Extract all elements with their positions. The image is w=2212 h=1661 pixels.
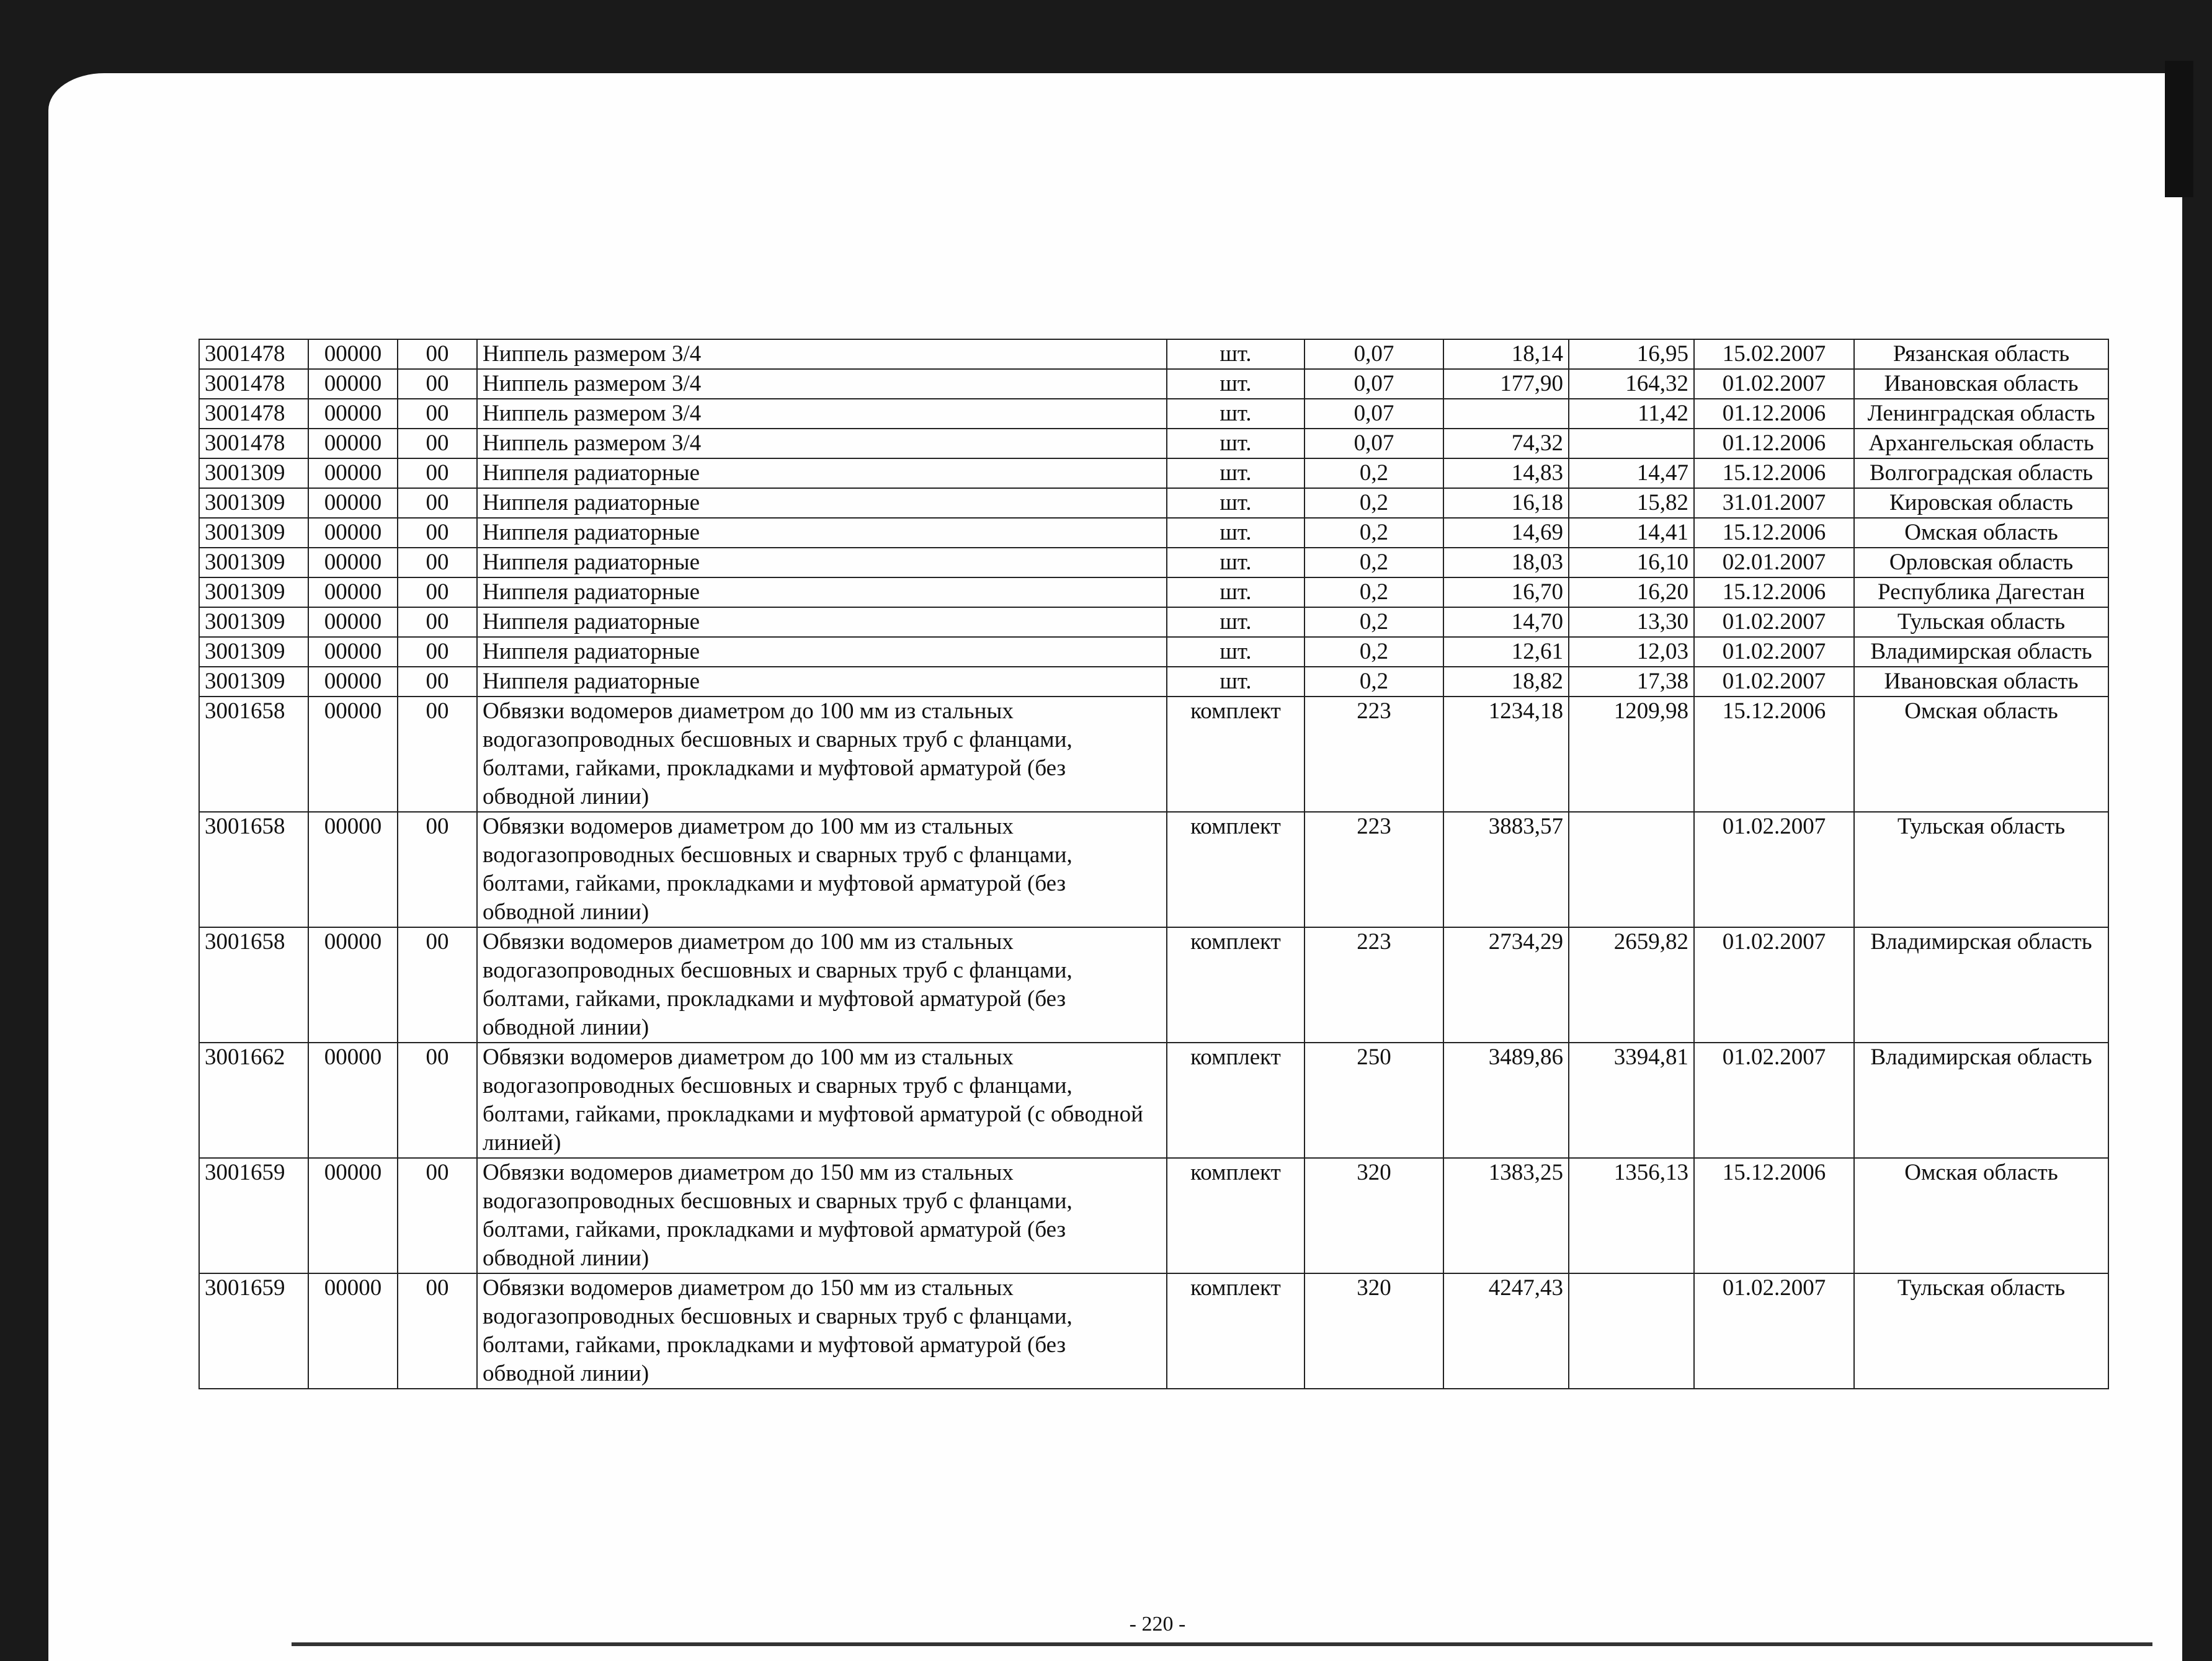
region-cell: Тульская область [1854, 1273, 2108, 1389]
code-cell: 3001309 [199, 458, 308, 488]
class-cell: 00 [398, 548, 477, 577]
name-cell: Ниппель размером 3/4 [477, 399, 1167, 429]
unit-cell: шт. [1167, 637, 1304, 667]
price2-cell: 1209,98 [1569, 697, 1694, 812]
name-cell: Ниппеля радиаторные [477, 577, 1167, 607]
date-cell: 01.02.2007 [1694, 369, 1854, 399]
price2-cell [1569, 429, 1694, 458]
date-cell: 01.02.2007 [1694, 927, 1854, 1043]
price2-cell: 14,47 [1569, 458, 1694, 488]
class-cell: 00 [398, 697, 477, 812]
price1-cell: 14,69 [1443, 518, 1569, 548]
price2-cell: 16,20 [1569, 577, 1694, 607]
unit-cell: комплект [1167, 1158, 1304, 1273]
subcode-cell: 00000 [308, 429, 398, 458]
price1-cell: 177,90 [1443, 369, 1569, 399]
code-cell: 3001658 [199, 927, 308, 1043]
table-row [199, 429, 2108, 458]
class-cell: 00 [398, 607, 477, 637]
date-cell: 02.01.2007 [1694, 548, 1854, 577]
code-cell: 3001478 [199, 339, 308, 369]
table-row [199, 399, 2108, 429]
code-cell: 3001309 [199, 548, 308, 577]
mass-cell: 0,2 [1304, 637, 1443, 667]
price2-cell [1569, 1273, 1694, 1389]
subcode-cell: 00000 [308, 1043, 398, 1158]
date-cell: 01.02.2007 [1694, 607, 1854, 637]
price1-cell: 4247,43 [1443, 1273, 1569, 1389]
mass-cell: 0,07 [1304, 399, 1443, 429]
mass-cell: 0,2 [1304, 548, 1443, 577]
code-cell: 3001658 [199, 812, 308, 927]
class-cell: 00 [398, 399, 477, 429]
date-cell: 01.02.2007 [1694, 1273, 1854, 1389]
table-row [199, 812, 2108, 927]
unit-cell: шт. [1167, 518, 1304, 548]
date-cell: 15.12.2006 [1694, 697, 1854, 812]
class-cell: 00 [398, 518, 477, 548]
table-row [199, 518, 2108, 548]
code-cell: 3001309 [199, 637, 308, 667]
name-cell: Ниппеля радиаторные [477, 548, 1167, 577]
class-cell: 00 [398, 429, 477, 458]
subcode-cell: 00000 [308, 812, 398, 927]
price1-cell: 16,70 [1443, 577, 1569, 607]
price1-cell: 74,32 [1443, 429, 1569, 458]
subcode-cell: 00000 [308, 577, 398, 607]
class-cell: 00 [398, 369, 477, 399]
price2-cell: 3394,81 [1569, 1043, 1694, 1158]
table-row [199, 548, 2108, 577]
date-cell: 01.02.2007 [1694, 1043, 1854, 1158]
class-cell: 00 [398, 927, 477, 1043]
region-cell: Архангельская область [1854, 429, 2108, 458]
unit-cell: комплект [1167, 697, 1304, 812]
region-cell: Владимирская область [1854, 637, 2108, 667]
code-cell: 3001309 [199, 607, 308, 637]
region-cell: Ленинградская область [1854, 399, 2108, 429]
mass-cell: 223 [1304, 927, 1443, 1043]
table-row [199, 1043, 2108, 1158]
price1-cell: 16,18 [1443, 488, 1569, 518]
name-cell: Обвязки водомеров диаметром до 150 мм из стальных водогазопроводных бесшовных и сварных труб с фланцами, болтами, гайками, прокладками и муфтовой арматурой (без обводной линии) [477, 1158, 1167, 1273]
unit-cell: шт. [1167, 548, 1304, 577]
unit-cell: шт. [1167, 488, 1304, 518]
region-cell: Омская область [1854, 697, 2108, 812]
price1-cell: 18,82 [1443, 667, 1569, 697]
price1-cell: 14,70 [1443, 607, 1569, 637]
table-row [199, 927, 2108, 1043]
name-cell: Обвязки водомеров диаметром до 150 мм из стальных водогазопроводных бесшовных и сварных труб с фланцами, болтами, гайками, прокладками и муфтовой арматурой (без обводной линии) [477, 1273, 1167, 1389]
table-row [199, 369, 2108, 399]
price2-cell: 164,32 [1569, 369, 1694, 399]
region-cell: Омская область [1854, 518, 2108, 548]
table-row [199, 637, 2108, 667]
date-cell: 01.02.2007 [1694, 667, 1854, 697]
page-number: - 220 - [1129, 1613, 1186, 1636]
date-cell: 31.01.2007 [1694, 488, 1854, 518]
price2-cell: 12,03 [1569, 637, 1694, 667]
name-cell: Ниппель размером 3/4 [477, 429, 1167, 458]
code-cell: 3001659 [199, 1273, 308, 1389]
unit-cell: шт. [1167, 339, 1304, 369]
code-cell: 3001309 [199, 488, 308, 518]
date-cell: 15.12.2006 [1694, 518, 1854, 548]
price2-cell: 16,95 [1569, 339, 1694, 369]
class-cell: 00 [398, 667, 477, 697]
price2-cell: 14,41 [1569, 518, 1694, 548]
code-cell: 3001309 [199, 518, 308, 548]
mass-cell: 223 [1304, 812, 1443, 927]
unit-cell: шт. [1167, 458, 1304, 488]
date-cell: 01.02.2007 [1694, 637, 1854, 667]
region-cell: Республика Дагестан [1854, 577, 2108, 607]
price1-cell: 1234,18 [1443, 697, 1569, 812]
price2-cell: 13,30 [1569, 607, 1694, 637]
name-cell: Ниппеля радиаторные [477, 488, 1167, 518]
mass-cell: 0,07 [1304, 339, 1443, 369]
table-row [199, 1158, 2108, 1273]
name-cell: Обвязки водомеров диаметром до 100 мм из стальных водогазопроводных бесшовных и сварных труб с фланцами, болтами, гайками, прокладками и муфтовой арматурой (без обводной линии) [477, 697, 1167, 812]
date-cell: 01.12.2006 [1694, 399, 1854, 429]
code-cell: 3001309 [199, 577, 308, 607]
region-cell: Рязанская область [1854, 339, 2108, 369]
table-row [199, 577, 2108, 607]
price2-cell: 16,10 [1569, 548, 1694, 577]
table-row [199, 339, 2108, 369]
unit-cell: шт. [1167, 399, 1304, 429]
name-cell: Обвязки водомеров диаметром до 100 мм из стальных водогазопроводных бесшовных и сварных труб с фланцами, болтами, гайками, прокладками и муфтовой арматурой (без обводной линии) [477, 812, 1167, 927]
date-cell: 15.02.2007 [1694, 339, 1854, 369]
unit-cell: шт. [1167, 667, 1304, 697]
class-cell: 00 [398, 339, 477, 369]
region-cell: Омская область [1854, 1158, 2108, 1273]
name-cell: Ниппеля радиаторные [477, 518, 1167, 548]
class-cell: 00 [398, 458, 477, 488]
code-cell: 3001658 [199, 697, 308, 812]
unit-cell: комплект [1167, 1043, 1304, 1158]
table-row [199, 667, 2108, 697]
class-cell: 00 [398, 637, 477, 667]
unit-cell: шт. [1167, 607, 1304, 637]
unit-cell: комплект [1167, 812, 1304, 927]
name-cell: Ниппеля радиаторные [477, 667, 1167, 697]
date-cell: 15.12.2006 [1694, 577, 1854, 607]
region-cell: Владимирская область [1854, 927, 2108, 1043]
region-cell: Тульская область [1854, 812, 2108, 927]
bottom-scan-line [292, 1642, 2152, 1646]
subcode-cell: 00000 [308, 607, 398, 637]
mass-cell: 320 [1304, 1273, 1443, 1389]
mass-cell: 0,2 [1304, 607, 1443, 637]
name-cell: Обвязки водомеров диаметром до 100 мм из стальных водогазопроводных бесшовных и сварных труб с фланцами, болтами, гайками, прокладками и муфтовой арматурой (с обводной линией) [477, 1043, 1167, 1158]
mass-cell: 0,2 [1304, 518, 1443, 548]
mass-cell: 0,2 [1304, 577, 1443, 607]
subcode-cell: 00000 [308, 1158, 398, 1273]
unit-cell: шт. [1167, 577, 1304, 607]
price1-cell: 14,83 [1443, 458, 1569, 488]
subcode-cell: 00000 [308, 458, 398, 488]
name-cell: Ниппель размером 3/4 [477, 369, 1167, 399]
table-row [199, 488, 2108, 518]
class-cell: 00 [398, 577, 477, 607]
subcode-cell: 00000 [308, 518, 398, 548]
code-cell: 3001662 [199, 1043, 308, 1158]
subcode-cell: 00000 [308, 697, 398, 812]
mass-cell: 250 [1304, 1043, 1443, 1158]
price2-cell [1569, 812, 1694, 927]
region-cell: Орловская область [1854, 548, 2108, 577]
price1-cell: 18,03 [1443, 548, 1569, 577]
subcode-cell: 00000 [308, 339, 398, 369]
mass-cell: 0,2 [1304, 488, 1443, 518]
scan-left-edge [0, 0, 48, 1654]
unit-cell: комплект [1167, 1273, 1304, 1389]
code-cell: 3001309 [199, 667, 308, 697]
name-cell: Ниппеля радиаторные [477, 637, 1167, 667]
mass-cell: 0,2 [1304, 458, 1443, 488]
code-cell: 3001478 [199, 399, 308, 429]
subcode-cell: 00000 [308, 399, 398, 429]
scan-right-edge-mark [2165, 61, 2193, 197]
date-cell: 01.02.2007 [1694, 812, 1854, 927]
table-row [199, 1273, 2108, 1389]
mass-cell: 223 [1304, 697, 1443, 812]
class-cell: 00 [398, 488, 477, 518]
region-cell: Владимирская область [1854, 1043, 2108, 1158]
class-cell: 00 [398, 1273, 477, 1389]
subcode-cell: 00000 [308, 488, 398, 518]
unit-cell: шт. [1167, 429, 1304, 458]
class-cell: 00 [398, 1043, 477, 1158]
region-cell: Ивановская область [1854, 369, 2108, 399]
price1-cell: 3489,86 [1443, 1043, 1569, 1158]
table-row [199, 697, 2108, 812]
mass-cell: 0,07 [1304, 429, 1443, 458]
mass-cell: 0,2 [1304, 667, 1443, 697]
price-table [198, 339, 2109, 1389]
price2-cell: 2659,82 [1569, 927, 1694, 1043]
table-row [199, 458, 2108, 488]
code-cell: 3001478 [199, 369, 308, 399]
price2-cell: 17,38 [1569, 667, 1694, 697]
subcode-cell: 00000 [308, 927, 398, 1043]
price-table-body [199, 339, 2108, 1389]
subcode-cell: 00000 [308, 1273, 398, 1389]
subcode-cell: 00000 [308, 369, 398, 399]
class-cell: 00 [398, 1158, 477, 1273]
mass-cell: 0,07 [1304, 369, 1443, 399]
name-cell: Ниппель размером 3/4 [477, 339, 1167, 369]
price1-cell: 2734,29 [1443, 927, 1569, 1043]
price1-cell: 18,14 [1443, 339, 1569, 369]
date-cell: 01.12.2006 [1694, 429, 1854, 458]
table-row [199, 607, 2108, 637]
price1-cell: 12,61 [1443, 637, 1569, 667]
date-cell: 15.12.2006 [1694, 1158, 1854, 1273]
price2-cell: 11,42 [1569, 399, 1694, 429]
code-cell: 3001478 [199, 429, 308, 458]
region-cell: Волгоградская область [1854, 458, 2108, 488]
name-cell: Ниппеля радиаторные [477, 458, 1167, 488]
price1-cell [1443, 399, 1569, 429]
unit-cell: шт. [1167, 369, 1304, 399]
mass-cell: 320 [1304, 1158, 1443, 1273]
subcode-cell: 00000 [308, 548, 398, 577]
code-cell: 3001659 [199, 1158, 308, 1273]
subcode-cell: 00000 [308, 637, 398, 667]
price2-cell: 1356,13 [1569, 1158, 1694, 1273]
unit-cell: комплект [1167, 927, 1304, 1043]
region-cell: Кировская область [1854, 488, 2108, 518]
name-cell: Ниппеля радиаторные [477, 607, 1167, 637]
price1-cell: 3883,57 [1443, 812, 1569, 927]
price1-cell: 1383,25 [1443, 1158, 1569, 1273]
price2-cell: 15,82 [1569, 488, 1694, 518]
date-cell: 15.12.2006 [1694, 458, 1854, 488]
region-cell: Ивановская область [1854, 667, 2108, 697]
region-cell: Тульская область [1854, 607, 2108, 637]
name-cell: Обвязки водомеров диаметром до 100 мм из стальных водогазопроводных бесшовных и сварных труб с фланцами, болтами, гайками, прокладками и муфтовой арматурой (без обводной линии) [477, 927, 1167, 1043]
subcode-cell: 00000 [308, 667, 398, 697]
class-cell: 00 [398, 812, 477, 927]
